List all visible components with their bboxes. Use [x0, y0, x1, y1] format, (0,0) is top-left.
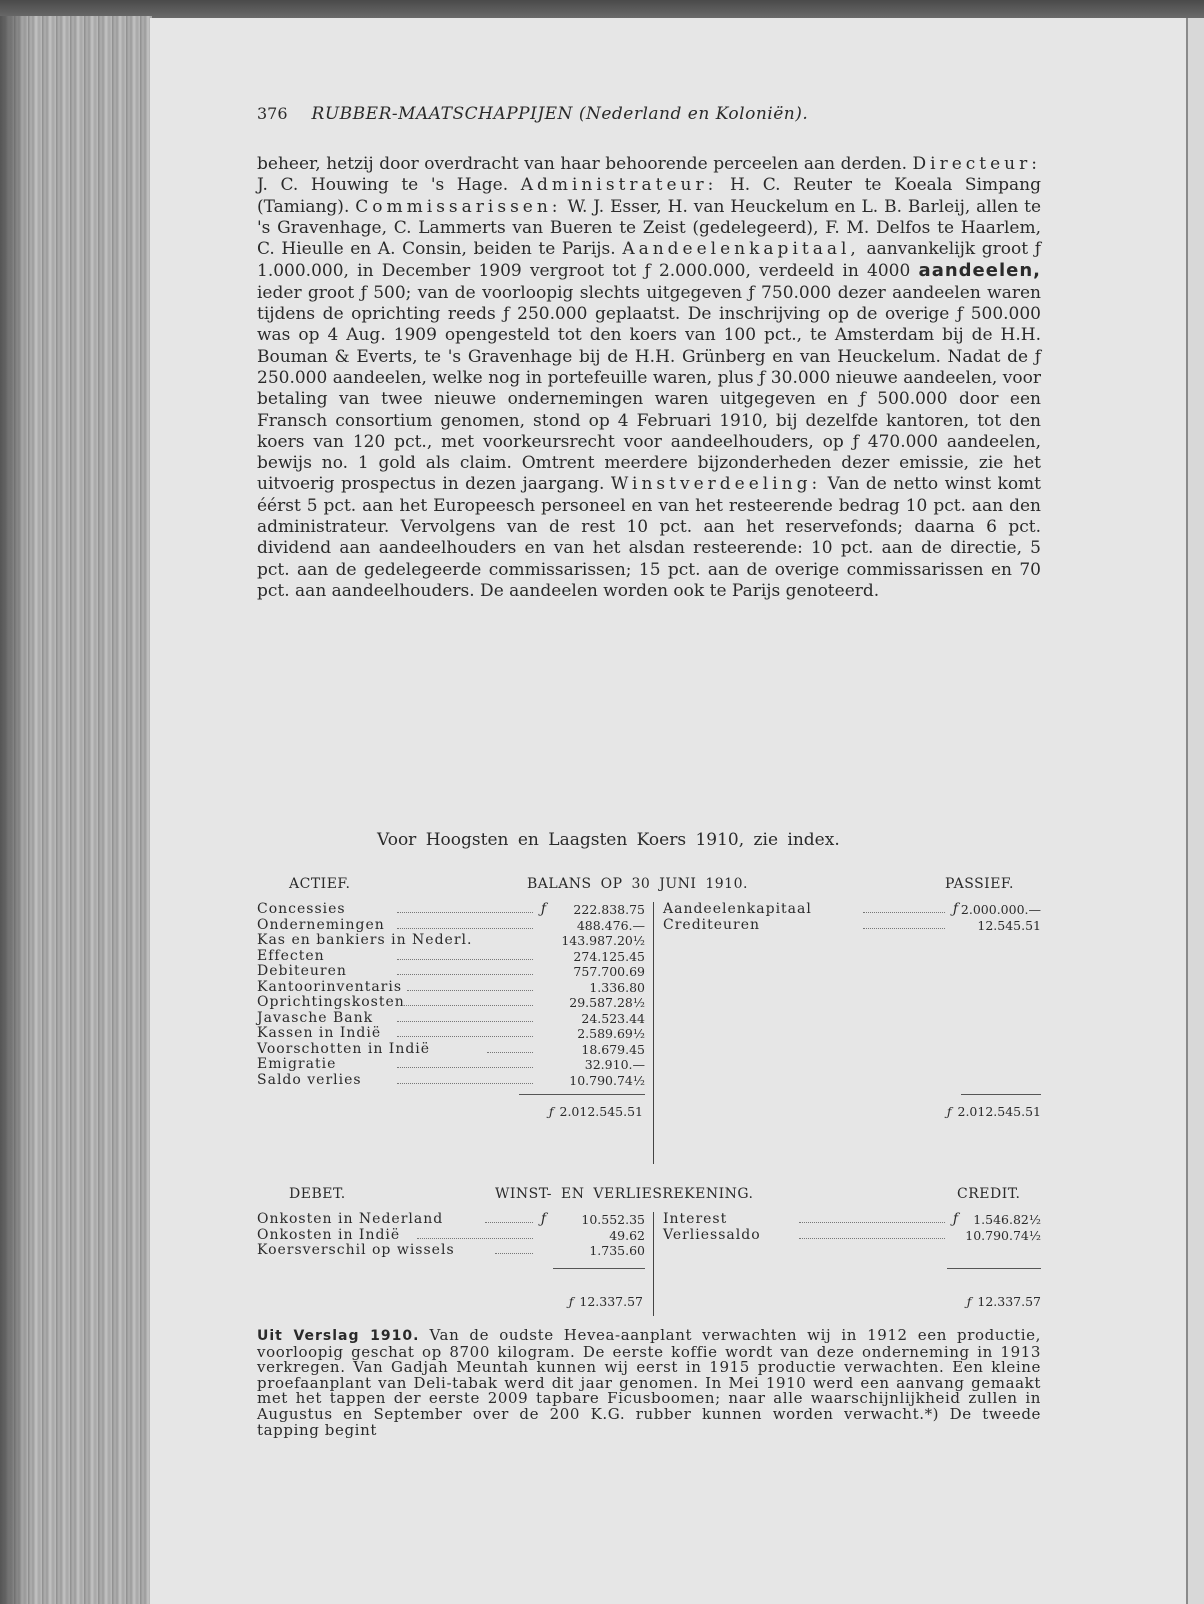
currency-symbol: ƒ	[540, 901, 547, 917]
ledger-row	[257, 918, 645, 934]
directeur-label: Directeur:	[912, 154, 1041, 174]
administrateur-label: Administrateur:	[520, 175, 718, 196]
leader-dots	[485, 1212, 533, 1223]
ledger-row	[663, 1228, 1041, 1244]
ledger-label: Aandeelenkapitaal	[663, 901, 812, 917]
running-header	[257, 104, 1041, 124]
leader-dots	[407, 980, 533, 991]
actief-total	[549, 1104, 643, 1119]
aandeelen-keyword: aandeelen,	[918, 260, 1041, 282]
ledger-label: Ondernemingen	[257, 916, 385, 933]
text-segment: ieder groot ƒ 500; van de voorloopig slechts uitgegeven ƒ 750.000 dezer aandeelen waren tijdens de oprichting reeds ƒ 250.000 geplaatst. De inschrijving op de overige ƒ 500.000 was op 4 Aug. 1909 opengesteld tot den koers van 100 pct., te Amsterdam bij de H.H. Bouman & Everts, te 's Gravenhage bij de H.H. Grünberg en van Heuckelum. Nadat de ƒ 250.000 aandeelen, welke nog in portefeuille waren, plus ƒ 30.000 nieuwe aandeelen, voor betaling van twee nieuwe ondernemingen waren uitgegeven en ƒ 500.000 door een Fransch consortium genomen, stond op 4 Februari 1910, bij dezelfde kantoren, tot den koers van 120 pct., met voorkeursrecht voor aandeelhouders, op ƒ 470.000 aandeelen, bewijs no. 1 gold als claim. Omtrent meerdere bijzonderheden dezer emissie, zie het uitvoerig prospectus in dezen jaargang.	[257, 282, 1041, 495]
total-amount: 12.337.57	[977, 1294, 1041, 1309]
leader-dots	[495, 1243, 533, 1254]
ledger-label: Effecten	[257, 947, 325, 964]
sum-rule	[519, 1094, 645, 1095]
currency-symbol: ƒ	[540, 1211, 547, 1227]
ledger-label: Oprichtingskosten	[257, 994, 405, 1010]
verslag-label: Uit Verslag 1910.	[257, 1328, 420, 1344]
currency-symbol: ƒ	[568, 1294, 574, 1309]
credit-heading: CREDIT.	[957, 1186, 1021, 1202]
ledger-row	[257, 949, 645, 965]
profit-loss-title: WINST- EN VERLIESREKENING.	[495, 1186, 754, 1202]
leader-dots	[397, 1057, 533, 1068]
ledger-row	[257, 1228, 645, 1244]
leader-dots	[417, 1228, 533, 1239]
ledger-amount: 29.587.28½	[569, 995, 645, 1010]
total-amount: 2.012.545.51	[957, 1104, 1041, 1119]
total-amount: 12.337.57	[579, 1294, 643, 1309]
ledger-amount: 1.735.60	[589, 1243, 645, 1258]
ledger-row	[257, 980, 645, 996]
ledger-amount: 24.523.44	[581, 1010, 645, 1026]
ledger-row	[257, 933, 645, 949]
ledger-row	[257, 1026, 645, 1042]
ledger-label: Javasche Bank	[257, 1009, 374, 1026]
actief-column	[257, 902, 645, 1088]
leader-dots	[397, 949, 533, 960]
ledger-row	[257, 1243, 645, 1259]
ledger-row	[257, 1042, 645, 1058]
passief-total	[947, 1104, 1041, 1119]
ledger-row	[257, 1057, 645, 1073]
ledger-label: Concessies	[257, 901, 346, 917]
currency-symbol: ƒ	[946, 1104, 952, 1119]
ledger-row	[257, 1212, 645, 1228]
credit-total	[967, 1294, 1041, 1309]
sum-rule	[553, 1268, 645, 1269]
leader-dots	[397, 902, 533, 913]
balance-sheet	[257, 876, 1041, 1176]
text-segment: beheer, hetzij door overdracht van haar behoorende perceelen aan derden.	[257, 154, 913, 174]
column-divider	[653, 902, 654, 1164]
ledger-amount: 274.125.45	[573, 948, 645, 964]
ledger-label: Voorschotten in Indië	[257, 1040, 431, 1057]
scanner-right-edge	[1188, 18, 1204, 1604]
ledger-row	[257, 902, 645, 918]
leader-dots	[397, 995, 533, 1006]
leader-dots	[799, 1228, 945, 1239]
currency-symbol: ƒ	[966, 1294, 972, 1309]
ledger-label: Kassen in Indië	[257, 1025, 382, 1041]
ledger-amount: 49.62	[609, 1227, 645, 1243]
text-segment: W. J. Esser, H. van Heuckelum en L. B. Barleij, allen te 's Gravenhage, C. Lammerts van Bueren te Zeist (gedelegeerd), F. M. Delfos te Haarlem, C. Hieulle en A. Consin, beiden te Parijs.	[257, 196, 1042, 260]
leader-dots	[397, 964, 533, 975]
debet-column	[257, 1212, 645, 1259]
currency-symbol: ƒ	[952, 901, 959, 917]
ledger-amount: 222.838.75	[573, 902, 645, 917]
ledger-row	[257, 995, 645, 1011]
ledger-label: Emigratie	[257, 1056, 337, 1072]
text-segment: H. C. Reuter te Koeala Simpang (Tamiang).	[257, 175, 1041, 217]
annual-report-excerpt	[257, 1328, 1041, 1438]
text-segment: Van de netto winst komt éérst 5 pct. aan het Europeesch personeel en van het resteerende bedrag 10 pct. aan den administrateur. Vervolgens van de rest 10 pct. aan het reservefonds; daarna 6 pct. dividend aan aandeelhouders en van het alsdan resteerende: 10 pct. aan de directie, 5 pct. aan de gedelegeerde commissarissen; 15 pct. aan de overige commissarissen en 70 pct. aan aandeelhouders. De aandeelen worden ook te Parijs genoteerd.	[257, 474, 1042, 601]
ledger-label: Verliessaldo	[663, 1226, 761, 1243]
ledger-row	[663, 918, 1041, 934]
winstverdeeling-label: Winstverdeeling:	[610, 474, 822, 495]
leader-dots	[863, 918, 945, 929]
ledger-label: Onkosten in Indië	[257, 1226, 401, 1243]
leader-dots	[799, 1212, 945, 1223]
balance-title: BALANS OP 30 JUNI 1910.	[527, 876, 748, 892]
ledger-label: Crediteuren	[663, 916, 761, 933]
passief-column	[663, 902, 1041, 933]
book-page-edges	[0, 16, 152, 1604]
ledger-label: Interest	[663, 1211, 728, 1227]
page-number: 376	[257, 104, 288, 123]
ledger-amount: 757.700.69	[573, 964, 645, 979]
running-title: RUBBER-MAATSCHAPPIJEN (Nederland en Koloniën).	[311, 104, 809, 124]
ledger-amount: 2.000.000.—	[960, 902, 1041, 917]
debet-total	[569, 1294, 643, 1309]
ledger-row	[663, 902, 1041, 918]
currency-symbol: ƒ	[548, 1104, 554, 1119]
balance-sheet-header	[257, 876, 1041, 894]
ledger-row	[257, 1073, 645, 1089]
ledger-label: Kantoorinventaris	[257, 978, 403, 995]
ledger-amount: 143.987.20½	[561, 933, 645, 948]
ledger-label: Debiteuren	[257, 963, 347, 979]
commissarissen-label: Commissarissen:	[355, 196, 562, 217]
passief-heading: PASSIEF.	[945, 876, 1014, 892]
ledger-amount: 32.910.—	[584, 1057, 645, 1072]
actief-heading: ACTIEF.	[289, 876, 351, 892]
ledger-label: Koersverschil op wissels	[257, 1242, 455, 1258]
text-segment: aanvankelijk groot ƒ 1.000.000, in December 1909 vergroot tot ƒ 2.000.000, verdeeld in 4000	[257, 239, 1042, 282]
koers-note: Voor Hoogsten en Laagsten Koers 1910, zie index.	[377, 830, 840, 850]
ledger-amount: 488.476.—	[576, 917, 645, 933]
ledger-amount: 1.546.82½	[973, 1212, 1041, 1227]
ledger-row	[663, 1212, 1041, 1228]
leader-dots	[397, 918, 533, 929]
ledger-label: Saldo verlies	[257, 1071, 362, 1088]
leader-dots	[863, 902, 945, 913]
total-amount: 2.012.545.51	[559, 1104, 643, 1119]
ledger-label: Kas en bankiers in Nederl.	[257, 932, 473, 948]
verslag-text: Van de oudste Hevea-aanplant verwachten wij in 1912 een productie, voorloopig geschat op 8700 kilogram. De eerste koffie wordt van deze onderneming in 1913 verkregen. Van Gadjah Meuntah kunnen wij eerst in 1915 productie verwachten. Een kleine proefaanplant van Deli-tabak werd dit jaar genomen. In Mei 1910 werd een aanvang gemaakt met het tappen der eerste 2009 tapbare Ficusboomen; naar alle waarschijnlijkheid zullen in Augustus en September over de 200 K.G. rubber kunnen worden verwacht.*) De tweede tapping begint	[257, 1326, 1041, 1439]
ledger-amount: 10.552.35	[581, 1212, 645, 1227]
sum-rule	[947, 1268, 1041, 1269]
debet-heading: DEBET.	[289, 1186, 346, 1202]
ledger-amount: 2.589.69½	[577, 1026, 645, 1041]
column-divider	[653, 1212, 654, 1316]
profit-loss-account	[257, 1186, 1041, 1316]
leader-dots	[397, 1073, 533, 1084]
scanner-top-edge	[0, 0, 1204, 18]
ledger-amount: 10.790.74½	[569, 1072, 645, 1088]
ledger-amount: 12.545.51	[977, 917, 1041, 933]
ledger-row	[257, 964, 645, 980]
leader-dots	[397, 1011, 533, 1022]
leader-dots	[487, 1042, 533, 1053]
ledger-amount: 18.679.45	[581, 1041, 645, 1057]
ledger-row	[257, 1011, 645, 1027]
leader-dots	[397, 1026, 533, 1037]
ledger-amount: 1.336.80	[589, 979, 645, 995]
profit-loss-header	[257, 1186, 1041, 1204]
kapitaal-label: Aandeelenkapitaal,	[622, 239, 860, 260]
sum-rule	[961, 1094, 1041, 1095]
ledger-label: Onkosten in Nederland	[257, 1211, 444, 1227]
company-description	[257, 154, 1041, 602]
credit-column	[663, 1212, 1041, 1243]
text-segment: J. C. Houwing te 's Hage.	[257, 175, 521, 196]
ledger-amount: 10.790.74½	[965, 1227, 1041, 1243]
currency-symbol: ƒ	[952, 1211, 959, 1227]
